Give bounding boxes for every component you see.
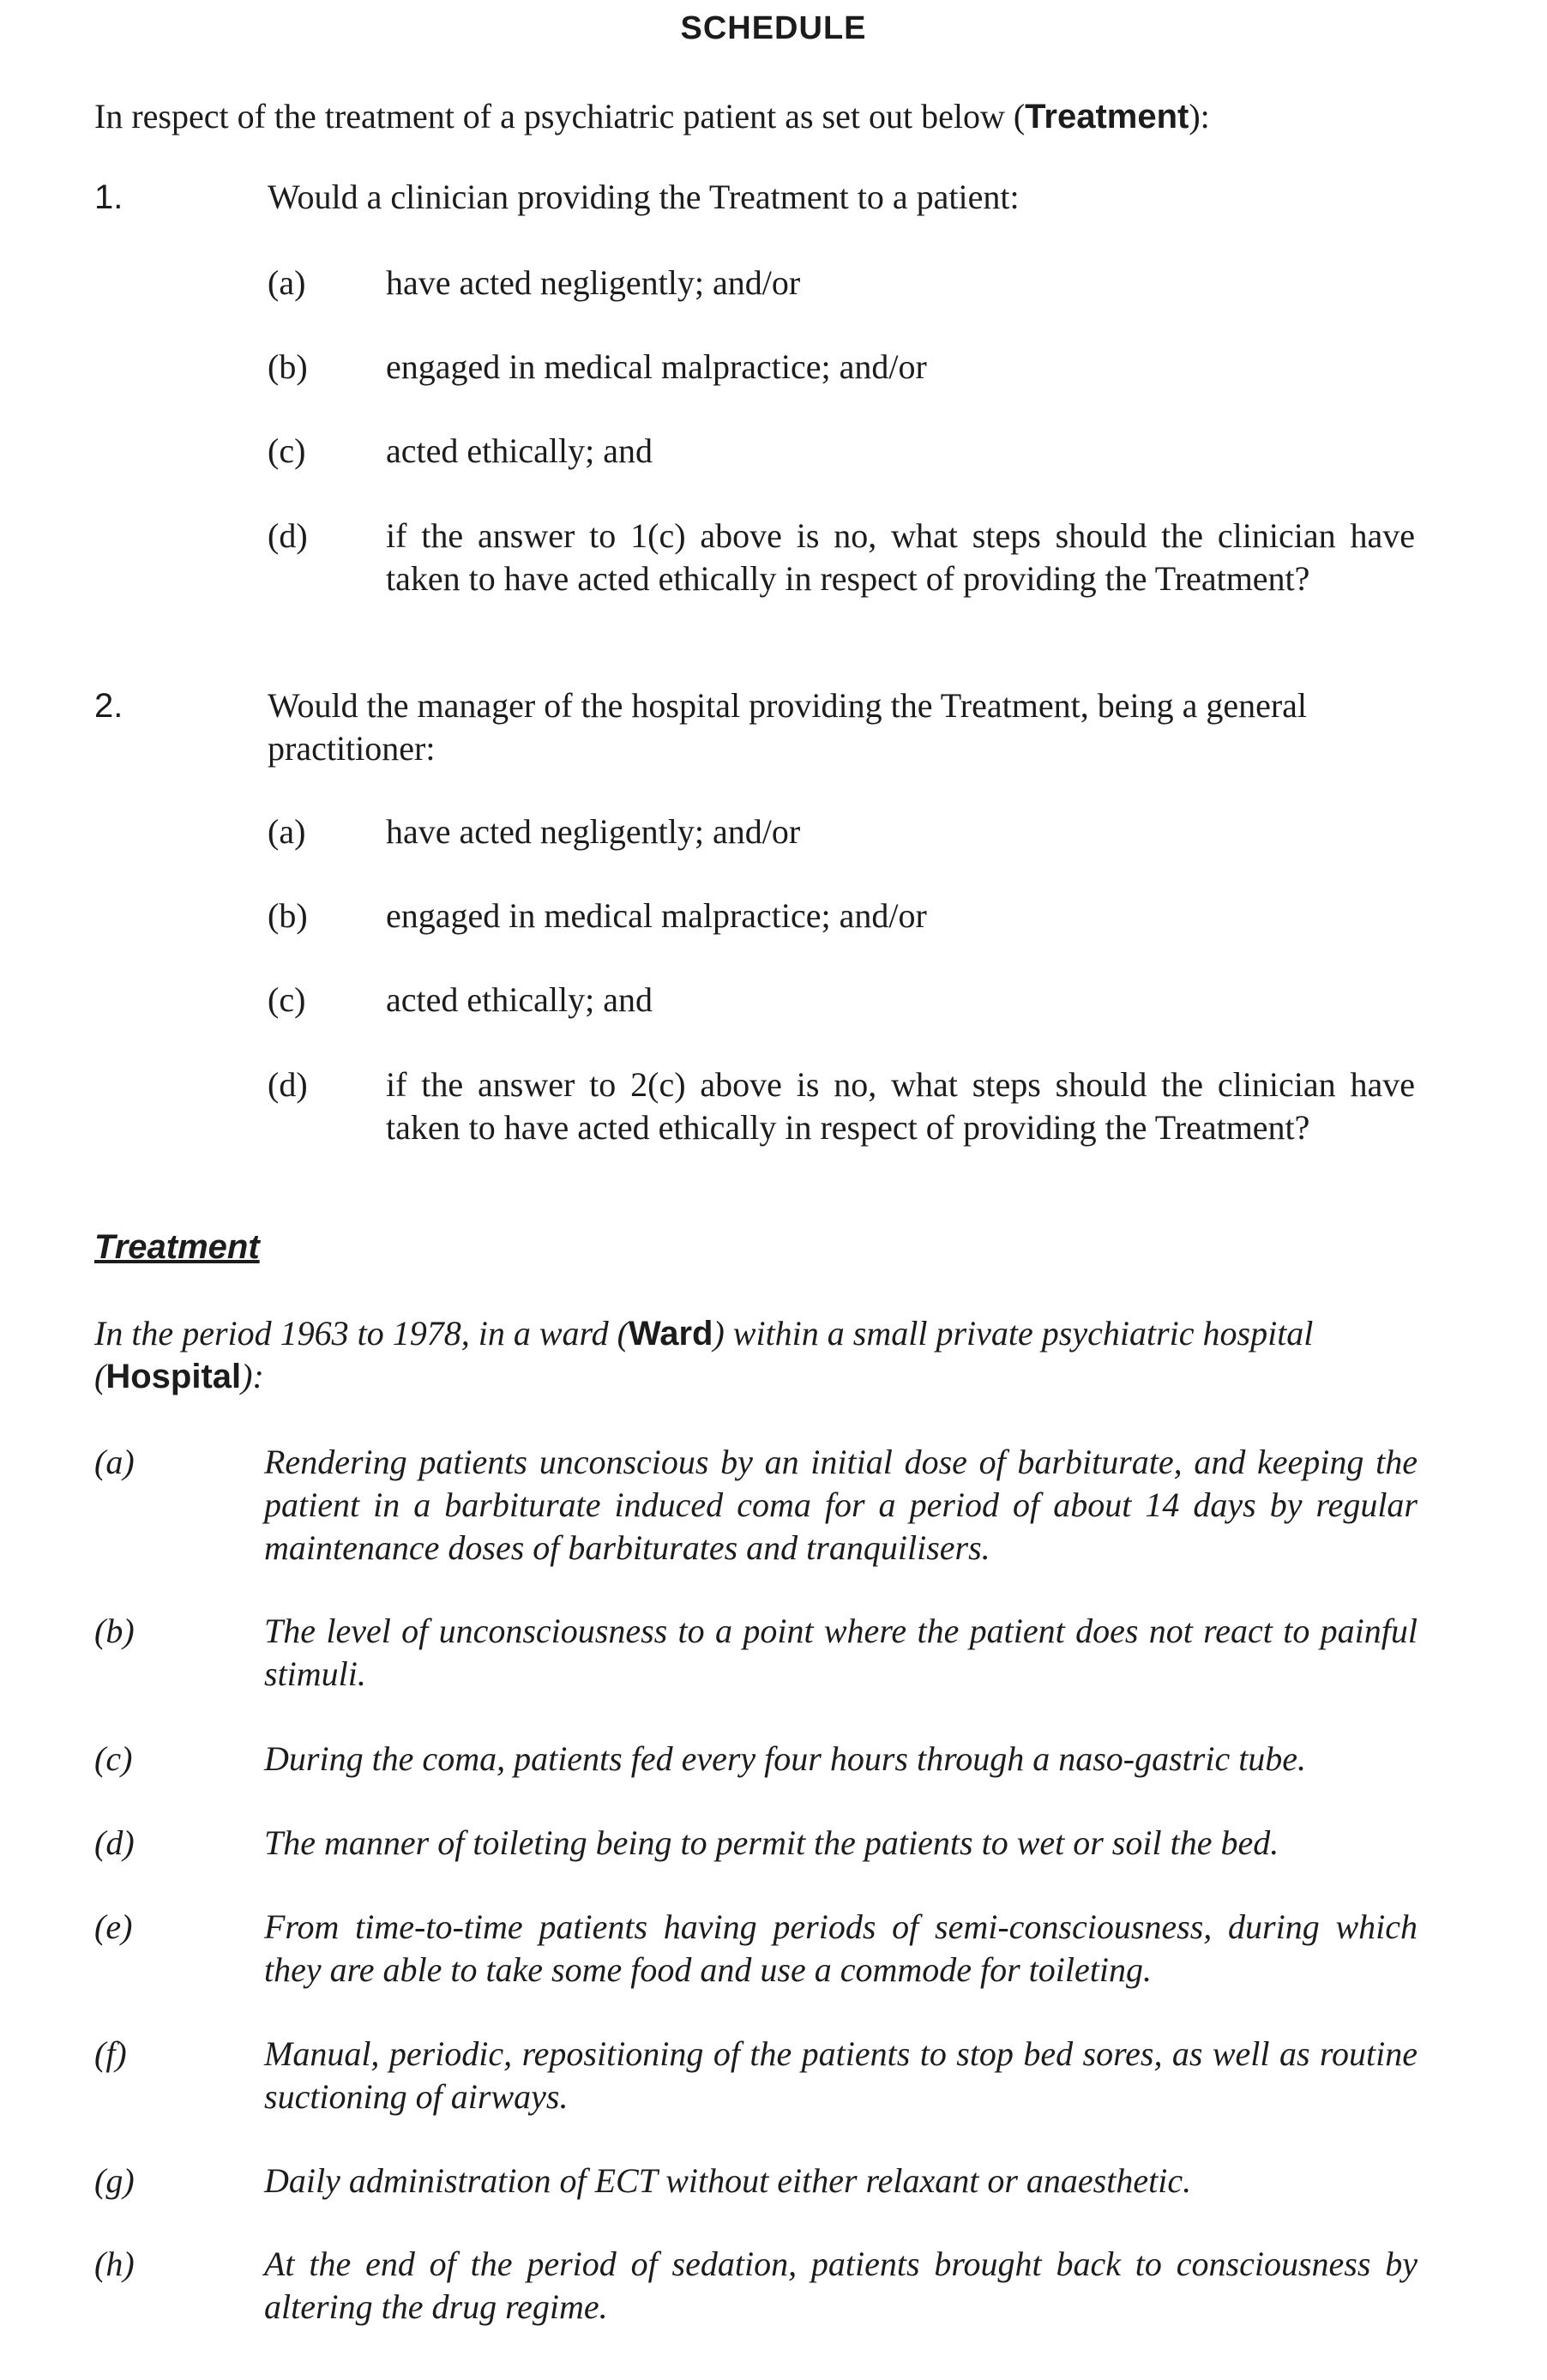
intro-defined-term: Treatment xyxy=(1025,98,1189,136)
treatment-intro-part: ) within a small private psychiatric hospital ( xyxy=(94,1314,1314,1395)
treatment-item-label: (c) xyxy=(94,1739,133,1778)
treatment-item-label: (g) xyxy=(94,2161,135,2200)
sub-item-text: if the answer to 2(c) above is no, what steps should the clinician have taken to have acted ethically in respect of providing the Treatment? xyxy=(386,1065,1415,1147)
treatment-item-text: At the end of the period of sedation, patients brought back to consciousness by altering the drug regime. xyxy=(264,2244,1418,2326)
treatment-item-text: The level of unconsciousness to a point where the patient does not react to painful stimuli. xyxy=(264,1612,1418,1693)
sub-item-label: (d) xyxy=(268,1065,308,1104)
sub-item-text: have acted negligently; and/or xyxy=(386,812,801,851)
treatment-item-text: Daily administration of ECT without either relaxant or anaesthetic. xyxy=(264,2161,1192,2200)
treatment-item-text: Manual, periodic, repositioning of the patients to stop bed sores, as well as routine suctioning of airways. xyxy=(264,2034,1418,2116)
sub-item-label: (b) xyxy=(268,896,308,935)
intro-end: ): xyxy=(1189,97,1210,136)
page-title: SCHEDULE xyxy=(680,10,867,46)
sub-item-label: (d) xyxy=(268,516,308,555)
sub-item-text: if the answer to 1(c) above is no, what steps should the clinician have taken to have acted ethically in respect of providing the Treatment? xyxy=(386,516,1415,598)
sub-item-text: engaged in medical malpractice; and/or xyxy=(386,896,927,935)
sub-item-text: acted ethically; and xyxy=(386,431,653,470)
question-text: Would the manager of the hospital providing the Treatment, being a general practitioner: xyxy=(268,686,1308,768)
treatment-item-text: The manner of toileting being to permit the patients to wet or soil the bed. xyxy=(264,1823,1279,1862)
treatment-intro-part: In the period 1963 to 1978, in a ward ( xyxy=(94,1314,629,1353)
sub-item-label: (a) xyxy=(268,812,306,851)
question-number: 2. xyxy=(94,687,123,725)
sub-item-text: acted ethically; and xyxy=(386,980,653,1019)
question-text: Would a clinician providing the Treatment to a patient: xyxy=(268,178,1020,216)
treatment-item-label: (f) xyxy=(94,2034,127,2073)
sub-item-text: have acted negligently; and/or xyxy=(386,263,801,302)
sub-item-label: (b) xyxy=(268,347,308,386)
treatment-item-text: From time-to-time patients having periods of semi-consciousness, during which they are able to take some food and use a commode for toileting. xyxy=(264,1907,1418,1989)
sub-item-label: (c) xyxy=(268,980,306,1019)
sub-item-label: (c) xyxy=(268,431,306,470)
treatment-item-text: During the coma, patients fed every four hours through a naso-gastric tube. xyxy=(264,1739,1307,1778)
treatment-intro-part: ): xyxy=(241,1357,264,1395)
sub-item-label: (a) xyxy=(268,263,306,302)
intro-paragraph xyxy=(94,94,1415,139)
treatment-defined-term: Hospital xyxy=(105,1358,242,1395)
treatment-item-label: (h) xyxy=(94,2244,135,2283)
intro-text: In respect of the treatment of a psychiatric patient as set out below ( xyxy=(94,97,1026,136)
treatment-item-label: (a) xyxy=(94,1443,135,1481)
treatment-item-label: (d) xyxy=(94,1823,135,1862)
treatment-item-label: (b) xyxy=(94,1612,135,1650)
treatment-item-text: Rendering patients unconscious by an initial dose of barbiturate, and keeping the patient in a barbiturate induced coma for a period of about 14 days by regular maintenance doses of barbiturates and tranquilisers. xyxy=(264,1443,1418,1567)
treatment-heading: Treatment xyxy=(94,1228,260,1266)
question-number: 1. xyxy=(94,178,123,216)
sub-item-text: engaged in medical malpractice; and/or xyxy=(386,347,927,386)
treatment-intro xyxy=(94,1312,1419,1398)
treatment-defined-term: Ward xyxy=(628,1315,713,1353)
treatment-item-label: (e) xyxy=(94,1907,133,1946)
